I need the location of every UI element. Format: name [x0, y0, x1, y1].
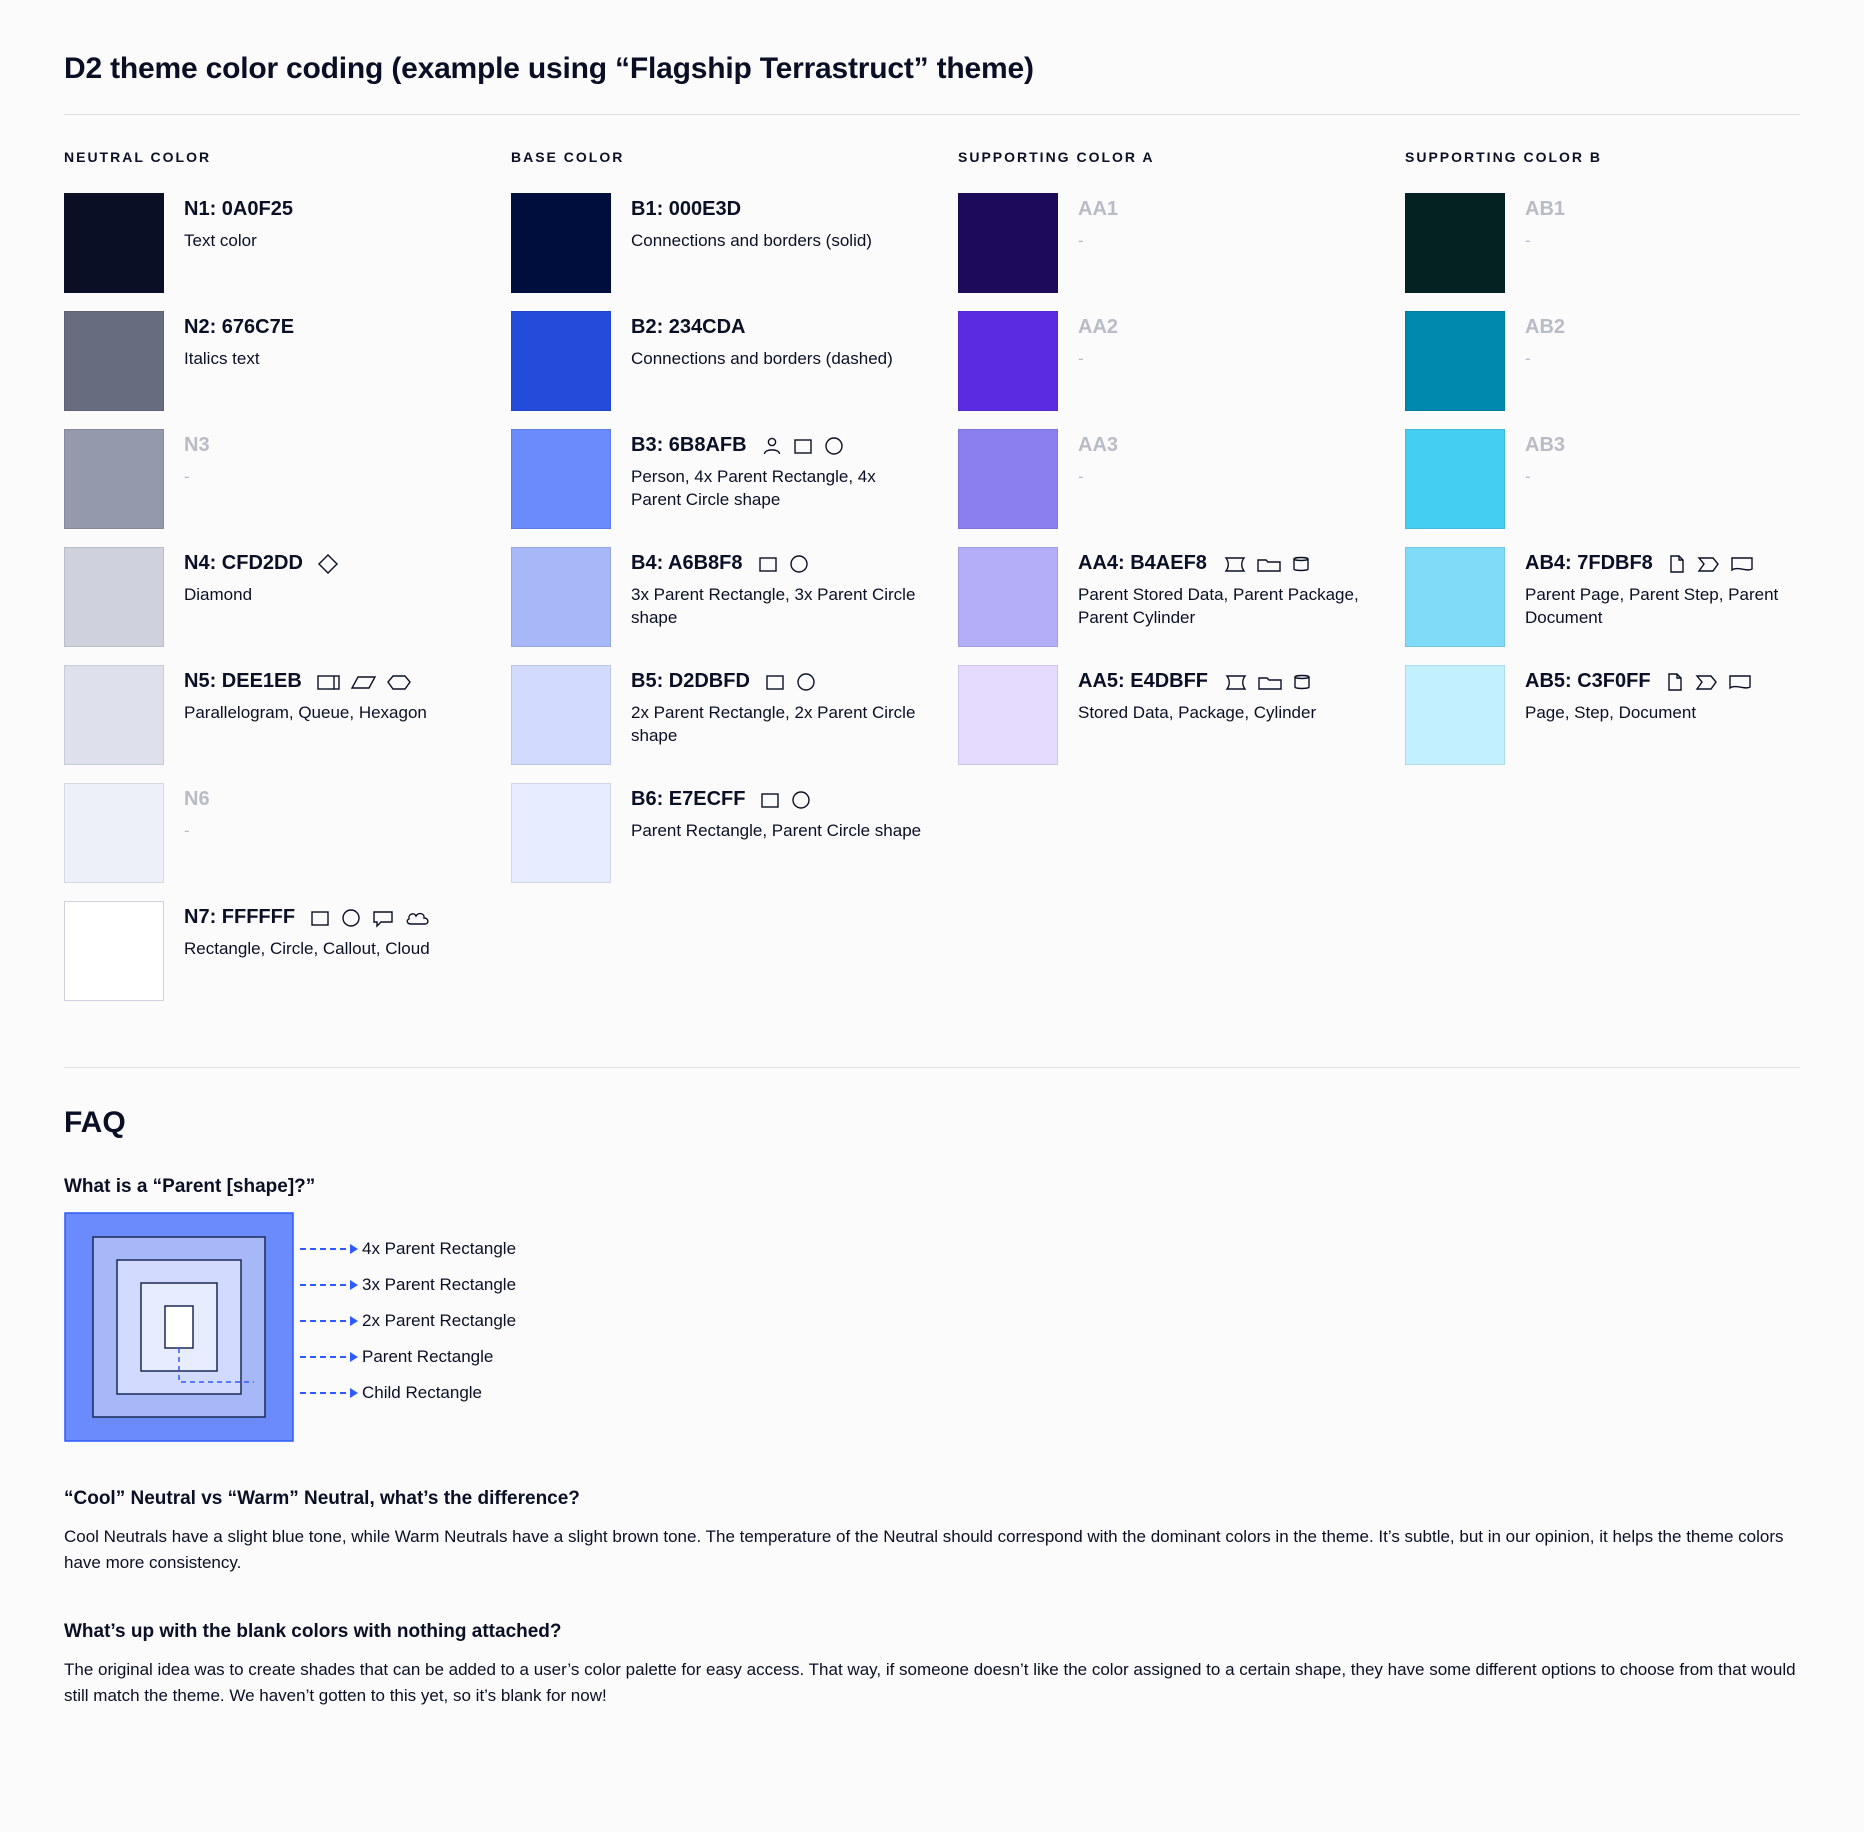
shape-icon-group	[759, 789, 812, 811]
stored-data-icon	[1222, 671, 1248, 693]
column-header: SUPPORTING COLOR B	[1405, 149, 1603, 165]
document-icon	[1729, 553, 1755, 575]
swatch-text	[164, 311, 294, 370]
swatch-description: -	[184, 467, 190, 486]
faq-question-cool-warm: “Cool” Neutral vs “Warm” Neutral, what’s the difference?	[64, 1488, 580, 1509]
swatch-label	[631, 669, 926, 694]
shape-icon-group	[316, 671, 412, 693]
swatch-row	[958, 429, 1405, 529]
swatch-description: Parent Page, Parent Step, Parent Document	[1525, 585, 1779, 628]
color-swatch	[64, 311, 164, 411]
swatch-label	[1078, 551, 1373, 576]
nest-label: 2x Parent Rectangle	[362, 1311, 517, 1330]
swatch-row	[511, 429, 958, 529]
color-swatch	[511, 429, 611, 529]
color-swatch	[1405, 665, 1505, 765]
swatch-label-text: AB1	[1525, 198, 1566, 220]
color-swatch	[511, 783, 611, 883]
swatch-text	[164, 783, 210, 842]
color-column	[1405, 149, 1852, 1019]
faq-divider	[64, 1067, 1800, 1068]
swatch-row	[1405, 193, 1852, 293]
swatch-text	[1505, 429, 1565, 488]
swatch-text	[164, 665, 427, 724]
swatch-label	[184, 905, 432, 930]
swatch-label-text: B5: D2DBFD	[631, 670, 750, 692]
cylinder-icon	[1292, 671, 1312, 693]
swatch-row	[958, 311, 1405, 411]
swatch-description: Page, Step, Document	[1525, 703, 1697, 722]
swatch-description: 3x Parent Rectangle, 3x Parent Circle shape	[631, 585, 916, 628]
swatch-description: -	[1078, 349, 1084, 368]
shape-icon-group	[317, 553, 339, 575]
step-icon	[1696, 553, 1720, 575]
swatch-label	[184, 433, 210, 458]
color-column	[511, 149, 958, 1019]
column-header: NEUTRAL COLOR	[64, 149, 212, 165]
page-title: D2 theme color coding (example using “Flagship Terrastruct” theme)	[64, 52, 1034, 85]
swatch-row	[1405, 665, 1852, 765]
swatch-description: -	[184, 821, 190, 840]
swatch-label-text: AA5: E4DBFF	[1078, 670, 1209, 692]
swatch-description: Parallelogram, Queue, Hexagon	[184, 703, 427, 722]
swatch-label	[184, 787, 210, 812]
swatch-row	[511, 311, 958, 411]
swatch-label	[631, 787, 921, 812]
swatch-label-text: B2: 234CDA	[631, 316, 746, 338]
step-icon	[1694, 671, 1718, 693]
page-icon	[1665, 671, 1685, 693]
package-icon	[1257, 671, 1283, 693]
swatch-label-text: N3	[184, 434, 210, 456]
nest-label: Parent Rectangle	[362, 1347, 494, 1366]
parent-shape-diagram-wrap	[64, 1212, 1800, 1442]
swatch-text	[164, 547, 339, 606]
swatch-label-text: AA2	[1078, 316, 1119, 338]
color-swatch	[1405, 429, 1505, 529]
swatch-row	[64, 547, 511, 647]
swatch-description: -	[1525, 467, 1531, 486]
swatch-text	[611, 429, 926, 512]
swatch-description: Parent Rectangle, Parent Circle shape	[631, 821, 922, 840]
swatch-row	[64, 429, 511, 529]
swatch-label-text: AB5: C3F0FF	[1525, 670, 1651, 692]
swatch-text	[1058, 429, 1118, 488]
swatch-label	[1525, 315, 1565, 340]
shape-icon-group	[764, 671, 817, 693]
rectangle-icon	[792, 435, 814, 457]
shape-icon-group	[1222, 671, 1312, 693]
color-columns	[64, 149, 1800, 1019]
swatch-row	[1405, 429, 1852, 529]
color-column	[958, 149, 1405, 1019]
color-swatch	[64, 665, 164, 765]
swatch-label-text: AA4: B4AEF8	[1078, 552, 1207, 574]
faq-answer-blank-colors: The original idea was to create shades that can be added to a user’s color palette for easy access. That way, if someone doesn’t like the color assigned to a certain shape, they have some different options to choose from that would still match the theme. We haven’t gotten to this yet, so it’s blank for now!	[64, 1660, 1796, 1705]
page-icon	[1667, 553, 1687, 575]
rectangle-icon	[759, 789, 781, 811]
swatch-row	[64, 783, 511, 883]
swatch-description: Stored Data, Package, Cylinder	[1078, 703, 1317, 722]
color-swatch	[958, 311, 1058, 411]
swatch-text	[611, 193, 872, 252]
color-swatch	[64, 901, 164, 1001]
swatch-label-text: N1: 0A0F25	[184, 198, 293, 220]
swatch-label-text: AA3	[1078, 434, 1119, 456]
swatch-label	[1078, 669, 1316, 694]
queue-icon	[316, 671, 342, 693]
swatch-label	[1525, 669, 1753, 694]
swatch-label-text: B6: E7ECFF	[631, 788, 746, 810]
swatch-label-text: B4: A6B8F8	[631, 552, 743, 574]
color-swatch	[958, 665, 1058, 765]
swatch-description: Connections and borders (solid)	[631, 231, 872, 250]
title-divider	[64, 114, 1800, 115]
stored-data-icon	[1221, 553, 1247, 575]
circle-icon	[823, 435, 845, 457]
circle-icon	[788, 553, 810, 575]
color-swatch	[64, 193, 164, 293]
swatch-label-text: AB4: 7FDBF8	[1525, 552, 1653, 574]
swatch-text	[1058, 665, 1316, 724]
swatch-label	[184, 669, 427, 694]
faq-answer-cool-warm: Cool Neutrals have a slight blue tone, while Warm Neutrals have a slight brown tone. The temperature of the Neutral should correspond with the dominant colors in the theme. It’s subtle, but in our opinion, it helps the theme colors have more consistency.	[64, 1527, 1784, 1572]
swatch-text	[1505, 193, 1565, 252]
color-swatch	[64, 783, 164, 883]
color-swatch	[511, 193, 611, 293]
circle-icon	[795, 671, 817, 693]
swatch-description: Diamond	[184, 585, 253, 604]
color-swatch	[1405, 547, 1505, 647]
color-swatch	[1405, 311, 1505, 411]
swatch-text	[1058, 547, 1373, 630]
swatch-text	[1505, 665, 1753, 724]
color-column	[64, 149, 511, 1019]
parallelogram-icon	[351, 671, 377, 693]
color-swatch	[511, 665, 611, 765]
color-swatch	[64, 429, 164, 529]
swatch-row	[511, 783, 958, 883]
color-swatch	[511, 311, 611, 411]
swatch-label	[1525, 433, 1565, 458]
swatch-label-text: AB2	[1525, 316, 1566, 338]
column-header: BASE COLOR	[511, 149, 625, 165]
swatch-row	[64, 193, 511, 293]
swatch-text	[611, 547, 926, 630]
swatch-text	[1505, 547, 1820, 630]
swatch-label-text: AB3	[1525, 434, 1566, 456]
swatch-label-text: N2: 676C7E	[184, 316, 295, 338]
shape-icon-group	[1665, 671, 1753, 693]
color-swatch	[511, 547, 611, 647]
swatch-text	[164, 193, 293, 252]
swatch-text	[611, 665, 926, 748]
callout-icon	[371, 907, 395, 929]
color-swatch	[64, 547, 164, 647]
swatch-description: Person, 4x Parent Rectangle, 4x Parent Circle shape	[631, 467, 876, 510]
swatch-row	[511, 547, 958, 647]
swatch-description: -	[1078, 467, 1084, 486]
document-icon	[1727, 671, 1753, 693]
swatch-description: -	[1525, 231, 1531, 250]
swatch-label-text: N6	[184, 788, 210, 810]
swatch-label-text: N5: DEE1EB	[184, 670, 302, 692]
swatch-row	[958, 665, 1405, 765]
swatch-text	[1058, 193, 1118, 252]
swatch-label	[184, 551, 339, 576]
nested-rectangles-labels	[300, 1212, 720, 1442]
swatch-row	[958, 193, 1405, 293]
swatch-description: Connections and borders (dashed)	[631, 349, 893, 368]
swatch-row	[64, 665, 511, 765]
swatch-label	[1525, 551, 1820, 576]
shape-icon-group	[761, 435, 845, 457]
color-swatch	[1405, 193, 1505, 293]
swatch-label-text: B1: 000E3D	[631, 198, 742, 220]
swatch-row	[64, 901, 511, 1001]
shape-icon-group	[1667, 553, 1755, 575]
nest-label: 4x Parent Rectangle	[362, 1239, 517, 1258]
swatch-description: Parent Stored Data, Parent Package, Parent Cylinder	[1078, 585, 1359, 628]
swatch-row	[1405, 547, 1852, 647]
cloud-icon	[404, 907, 432, 929]
faq-heading: FAQ	[64, 1106, 126, 1139]
nest-label: 3x Parent Rectangle	[362, 1275, 517, 1294]
swatch-row	[511, 193, 958, 293]
shape-icon-group	[1221, 553, 1311, 575]
swatch-label	[1525, 197, 1565, 222]
swatch-label	[631, 551, 926, 576]
diamond-icon	[317, 553, 339, 575]
package-icon	[1256, 553, 1282, 575]
swatch-text	[611, 783, 921, 842]
swatch-label	[631, 433, 926, 458]
swatch-text	[1058, 311, 1118, 370]
color-swatch	[958, 547, 1058, 647]
swatch-text	[164, 901, 432, 960]
swatch-label	[184, 315, 294, 340]
swatch-label-text: B3: 6B8AFB	[631, 434, 747, 456]
faq-question-parent-shape: What is a “Parent [shape]?”	[64, 1176, 316, 1197]
nest-label: Child Rectangle	[362, 1383, 483, 1402]
swatch-description: 2x Parent Rectangle, 2x Parent Circle shape	[631, 703, 916, 746]
swatch-label	[1078, 315, 1118, 340]
shape-icon-group	[757, 553, 810, 575]
swatch-text	[611, 311, 893, 370]
swatch-text	[1505, 311, 1565, 370]
swatch-description: -	[1525, 349, 1531, 368]
swatch-description: Text color	[184, 231, 257, 250]
swatch-description: Italics text	[184, 349, 260, 368]
swatch-row	[1405, 311, 1852, 411]
column-header: SUPPORTING COLOR A	[958, 149, 1155, 165]
swatch-text	[164, 429, 210, 488]
rectangle-icon	[757, 553, 779, 575]
swatch-label	[1078, 197, 1118, 222]
swatch-label-text: N7: FFFFFF	[184, 906, 296, 928]
circle-icon	[340, 907, 362, 929]
swatch-label	[631, 197, 872, 222]
swatch-label	[1078, 433, 1118, 458]
swatch-label-text: N4: CFD2DD	[184, 552, 303, 574]
hexagon-icon	[386, 671, 412, 693]
rectangle-icon	[309, 907, 331, 929]
faq-question-blank-colors: What’s up with the blank colors with nothing attached?	[64, 1621, 562, 1642]
swatch-row	[511, 665, 958, 765]
color-swatch	[958, 193, 1058, 293]
swatch-label	[631, 315, 893, 340]
swatch-label-text: AA1	[1078, 198, 1119, 220]
cylinder-icon	[1291, 553, 1311, 575]
swatch-description: Rectangle, Circle, Callout, Cloud	[184, 939, 430, 958]
swatch-description: -	[1078, 231, 1084, 250]
nested-rectangles-diagram	[64, 1212, 294, 1442]
rectangle-icon	[764, 671, 786, 693]
swatch-row	[64, 311, 511, 411]
swatch-row	[958, 547, 1405, 647]
person-icon	[761, 435, 783, 457]
color-swatch	[958, 429, 1058, 529]
swatch-label	[184, 197, 293, 222]
circle-icon	[790, 789, 812, 811]
shape-icon-group	[309, 907, 432, 929]
